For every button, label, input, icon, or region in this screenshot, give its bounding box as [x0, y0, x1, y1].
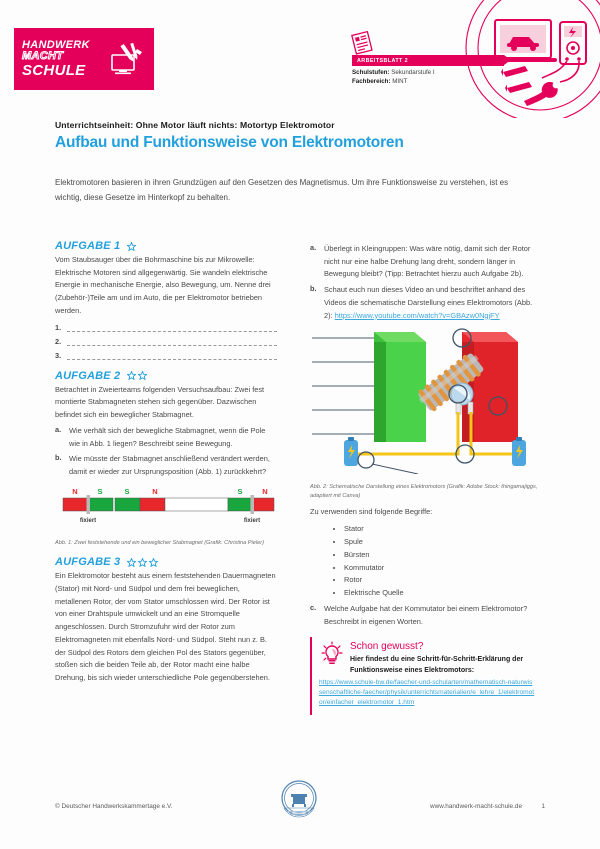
task-2-body: Betrachtet in Zweierteams folgenden Versuchsaufbau: Zwei fest montierte Stabmagneten stehen sich gegenüber. Dazwischen befindet sich ein beweglicher Stabmagnet.	[55, 384, 265, 420]
task-1-heading	[55, 240, 277, 252]
task-2-sub-a-label: a.	[55, 424, 62, 434]
pole-label-n: N	[72, 486, 78, 496]
right-column	[310, 240, 542, 715]
did-you-know-box	[310, 637, 535, 715]
stator-green-block	[374, 332, 426, 442]
answer-blank[interactable]	[67, 352, 277, 360]
task-3-sub-a	[310, 243, 542, 281]
fixed-label-right: fixiert	[243, 517, 261, 524]
screwdriver-icon	[501, 66, 532, 93]
battery-left	[344, 437, 358, 466]
task-2-sub-b-text: Wie müsste der Stabmagnet anschließend verändert werden, damit er wieder zur Ursprungsposition (Abb. 1) zurückkehrt?	[69, 454, 270, 477]
answer-number: 1.	[55, 322, 62, 332]
pole-label-n: N	[152, 486, 158, 496]
magnet-fixed-right-s	[228, 498, 252, 511]
list-item: • Rotor	[344, 574, 542, 587]
task-2-heading	[55, 370, 277, 382]
intro-paragraph: Elektromotoren basieren in ihren Grundzügen auf den Gesetzen des Magnetismus. Um ihre Funktionsweise zu verstehen, ist es wichtig, diese Gesetze im Hinterkopf zu behalten.	[55, 178, 509, 202]
task-1-answer-lines	[55, 323, 277, 360]
star-icon	[127, 371, 136, 380]
header-illustration	[410, 0, 600, 118]
task-3-sub-b	[310, 284, 542, 322]
task-2-stars	[127, 371, 147, 380]
task-3-sub-b-instruction: Schaut euch nun dieses Video an und beschriftet anhand des Videos die schematische Darstellung eines Elektromotors (Abb. 2):	[324, 285, 533, 320]
task-2-sub-b	[55, 453, 277, 478]
callout-leader-battery	[372, 464, 418, 474]
answer-blank[interactable]	[67, 324, 277, 332]
school-level-value: Sekundarstufe I	[391, 68, 435, 76]
pole-label-s: S	[124, 486, 130, 496]
page-header	[0, 0, 600, 118]
star-icon	[138, 371, 147, 380]
subject-value: MINT	[392, 78, 408, 85]
brand-line-3: SCHULE	[22, 61, 86, 79]
figure-2-caption: Abb. 2: Schematische Darstellung eines Elektromotors (Grafik: Adobe Stock: thingamajiggs, adaptiert mit Canva)	[310, 484, 538, 499]
task-3-sub-b-text	[324, 284, 542, 322]
list-item: • Elektrische Quelle	[344, 587, 542, 600]
left-column	[55, 240, 277, 685]
answer-line[interactable]	[55, 351, 277, 360]
task-1	[55, 240, 277, 360]
pole-label-n: N	[262, 486, 268, 496]
task-3-heading	[55, 556, 277, 568]
brand-line-1: HANDWERK	[22, 39, 90, 52]
list-item: • Spule	[344, 536, 542, 549]
worksheet-number: ARBEITSBLATT 2	[357, 57, 409, 64]
unit-subtitle: Unterrichtseinheit: Ohne Motor läuft nichts: Motortyp Elektromotor	[55, 120, 335, 130]
task-3-sub-c	[310, 603, 542, 628]
task-3-stars	[127, 558, 158, 567]
mount-post-left	[87, 495, 91, 514]
task-2-sub-a	[55, 425, 277, 450]
brand-line-2: MACHT	[22, 50, 64, 63]
did-you-know-text: Hier findest du eine Schritt-für-Schritt-Erklärung der Funktionsweise eines Elektromotors:	[350, 655, 524, 674]
page-title: Aufbau und Funktionsweise von Elektromotoren	[55, 134, 404, 151]
magnet-fixed-left-s	[88, 498, 113, 511]
brand-logo-text	[22, 40, 90, 78]
list-item: • Kommutator	[344, 562, 542, 575]
figure-1-caption: Abb. 1: Zwei feststehende und ein beweglicher Stabmagnet (Grafik: Christina Pieler)	[55, 539, 264, 546]
document-icon	[350, 30, 376, 56]
terms-list	[310, 523, 542, 600]
task-1-body: Vom Staubsauger über die Bohrmaschine bis zur Mikrowelle: Elektrische Motoren sind allgegenwärtig. Sie wandeln elektrische Energie in mechanische Energie, also Bewegung, um. Nenne drei (Zubehör-)Teile am und im Auto, die per Elektromotor betrieben werden.	[55, 255, 271, 315]
task-1-title: AUFGABE 1	[55, 240, 121, 252]
figure-1-magnets	[55, 486, 277, 530]
multimeter-icon	[542, 22, 586, 82]
pole-label-s: S	[97, 486, 103, 496]
task-3	[55, 556, 277, 685]
pole-label-s: S	[237, 486, 243, 496]
figure-2-motor	[310, 328, 542, 474]
task-2-title: AUFGABE 2	[55, 369, 121, 382]
list-item: • Bürsten	[344, 549, 542, 562]
answer-number: 2.	[55, 336, 62, 346]
star-icon	[127, 558, 136, 567]
task-3-sub-b-label: b.	[310, 284, 317, 294]
star-icon	[138, 558, 147, 567]
brand-logo	[14, 28, 154, 90]
task-2-sub-a-text: Wie verhält sich der bewegliche Stabmagnet, wenn die Pole wie in Abb. 1 liegen? Beschreibt seine Bewegung.	[69, 425, 266, 448]
task-2-sub-b-label: b.	[55, 453, 62, 463]
answer-blank[interactable]	[67, 338, 277, 346]
terms-intro: Zu verwenden sind folgende Begriffe:	[310, 507, 433, 517]
task-3-sub-c-label: c.	[310, 603, 317, 613]
task-1-stars	[127, 242, 136, 251]
magnet-track	[165, 498, 228, 511]
fixed-label-left: fixiert	[79, 517, 97, 524]
video-link[interactable]: https://www.youtube.com/watch?v=GBAzw0NgjFY	[334, 310, 500, 320]
seal-logo	[277, 776, 321, 820]
answer-number: 3.	[55, 350, 62, 360]
battery-right	[512, 437, 526, 466]
star-icon	[149, 558, 158, 567]
did-you-know-header	[319, 641, 535, 676]
mount-post-right	[251, 495, 255, 514]
magnet-fixed-left-n	[63, 498, 88, 511]
task-3-body: Ein Elektromotor besteht aus einem feststehenden Dauermagneten (Stator) mit Nord- und Südpol und dem frei beweglichen, metallenen Rotor, der vom Stator umschlossen wird. Der Rotor ist von einer Drahtspule umwickelt und an eine Stromquelle angeschlossen. Durch Stromzufuhr wird der Rotor zum Elektromagneten mit ebenfalls Nord- und Südpol. Steht nun z. B. der Südpol des Rotors dem gleichen Pol des Stators gegenüber, stoßen sich die beiden Teile ab, der Rotor macht eine halbe Drehung, bis sich wieder unterschiedliche Pole gegenüberstehen.	[55, 571, 276, 683]
subject-label: Fachbereich:	[352, 78, 391, 85]
pen-monitor-icon	[106, 39, 146, 79]
task-3-title: AUFGABE 3	[55, 556, 121, 569]
answer-line[interactable]	[55, 323, 277, 332]
task-3-sub-a-label: a.	[310, 243, 317, 252]
footer-copyright: © Deutscher Handwerkskammertage e.V.	[55, 802, 173, 810]
magnet-movable-n	[140, 498, 165, 511]
task-3-sub-c-text: Welche Aufgabe hat der Kommutator bei einem Elektromotor? Beschreibt in eigenen Worten.	[324, 604, 528, 626]
did-you-know-title: Schon gewusst?	[350, 640, 424, 652]
lightbulb-icon	[319, 641, 345, 669]
footer-website: www.handwerk-macht-schule.de	[430, 802, 522, 810]
laptop-car-icon	[489, 20, 557, 62]
magnet-fixed-right-n	[252, 498, 274, 511]
task-3-sub-a-text: Überlegt in Kleingruppen: Was wäre nötig, damit sich der Rotor nicht nur eine halbe Drehung lang dreht, sondern länger in Bewegung bleibt? (Tipp: Betrachtet hierzu auch Aufgabe 2b).	[324, 244, 531, 279]
star-icon	[127, 242, 136, 251]
did-you-know-link[interactable]: https://www.schule-bw.de/faecher-und-schularten/mathematisch-naturwissenschaftliche-faecher/physik/unterrichtsmaterialien/e_lehre_1/elektromotor/einfacher_elektromotor_1.htm	[319, 679, 535, 707]
school-level-label: Schulstufen:	[352, 68, 390, 76]
answer-line[interactable]	[55, 337, 277, 346]
list-item: • Stator	[344, 523, 542, 536]
magnet-movable-s	[115, 498, 140, 511]
footer-page-number: 1	[541, 802, 545, 810]
task-2	[55, 370, 277, 548]
